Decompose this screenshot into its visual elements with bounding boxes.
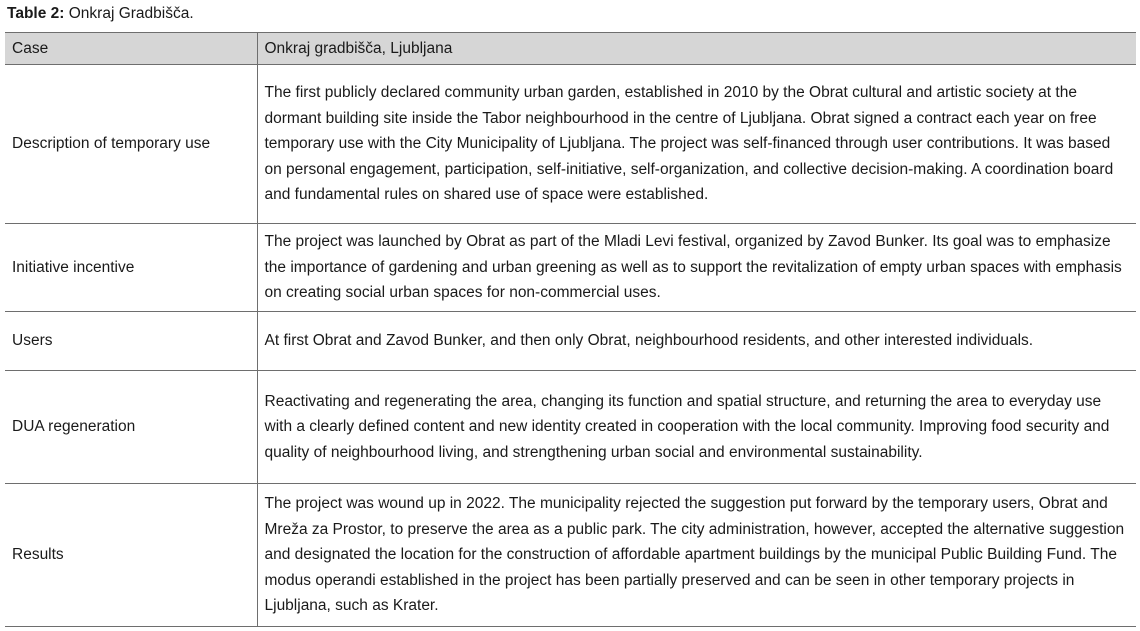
table-caption xyxy=(7,3,194,25)
row-label-regeneration: DUA regeneration xyxy=(5,371,257,484)
row-text-users: At first Obrat and Zavod Bunker, and then only Obrat, neighbourhood residents, and other interested individuals. xyxy=(257,312,1136,371)
case-table xyxy=(5,32,1136,627)
row-text-regeneration: Reactivating and regenerating the area, changing its function and spatial structure, and returning the area to everyday use with a clearly defined content and new identity created in cooperation with the local community. Improving food security and quality of neighbourhood living, and strengthening urban social and environmental sustainability. xyxy=(257,371,1136,484)
table-row xyxy=(5,312,1136,371)
row-label-users: Users xyxy=(5,312,257,371)
row-label-description: Description of temporary use xyxy=(5,65,257,224)
header-case: Case xyxy=(5,33,257,65)
table-header-row xyxy=(5,33,1136,65)
header-case-name: Onkraj gradbišča, Ljubljana xyxy=(257,33,1136,65)
table-row xyxy=(5,65,1136,224)
table-caption-title: Onkraj Gradbišča. xyxy=(68,5,194,22)
table-row xyxy=(5,484,1136,627)
row-label-results: Results xyxy=(5,484,257,627)
row-text-description: The first publicly declared community urban garden, established in 2010 by the Obrat cultural and artistic society at the dormant building site inside the Tabor neighbourhood in the centre of Ljubljana. Obrat signed a contract each year on free temporary use with the City Municipality of Ljubljana. The project was self-financed through user contributions. It was based on personal engagement, participation, self-initiative, self-organization, and collective decision-making. A coordination board and fundamental rules on shared use of space were established. xyxy=(257,65,1136,224)
table-row xyxy=(5,224,1136,312)
row-text-initiative: The project was launched by Obrat as part of the Mladi Levi festival, organized by Zavod Bunker. Its goal was to emphasize the importance of gardening and urban greening as well as to support the revitalization of empty urban spaces with emphasis on creating social urban spaces for non-commercial uses. xyxy=(257,224,1136,312)
row-label-initiative: Initiative incentive xyxy=(5,224,257,312)
row-text-results: The project was wound up in 2022. The municipality rejected the suggestion put forward by the temporary users, Obrat and Mreža za Prostor, to preserve the area as a public park. The city administration, however, accepted the alternative suggestion and designated the location for the construction of affordable apartment buildings by the municipal Public Building Fund. The modus operandi established in the project has been partially preserved and can be seen in other temporary projects in Ljubljana, such as Krater. xyxy=(257,484,1136,627)
table-row xyxy=(5,371,1136,484)
table-caption-label: Table 2: xyxy=(7,5,65,22)
